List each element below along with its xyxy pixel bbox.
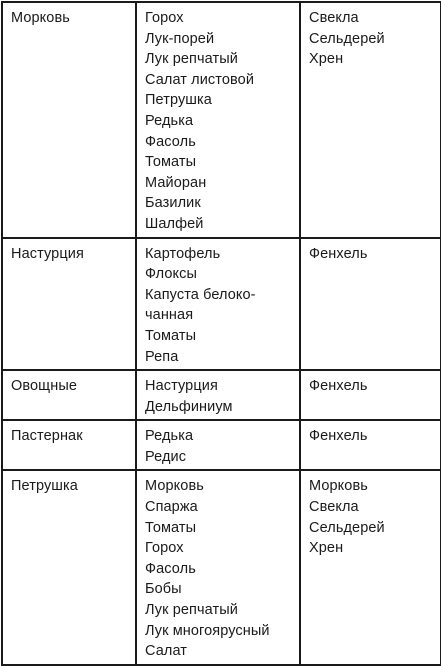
good-neighbor: Томаты <box>145 519 197 536</box>
good-neighbor: Лук репчатый <box>145 602 238 619</box>
good-neighbor: Капуста белоко- <box>145 286 256 303</box>
plant-name: Морковь <box>11 10 70 26</box>
good-neighbor: Фасоль <box>145 133 196 150</box>
good-neighbor: Салат листовой <box>145 71 255 88</box>
good-neighbor: Томаты <box>145 154 197 171</box>
bad-neighbor: Морковь <box>309 478 368 495</box>
good-neighbor: Спаржа <box>145 499 198 516</box>
plant-name: Петрушка <box>11 478 78 495</box>
table-row <box>2 420 441 470</box>
good-neighbor: Горох <box>145 10 184 26</box>
bad-neighbors-cell <box>300 238 441 371</box>
table-row <box>2 470 441 664</box>
good-neighbor: Картофель <box>145 245 221 262</box>
good-neighbor: Майоран <box>145 174 207 191</box>
good-neighbor: Фасоль <box>145 560 196 577</box>
plant-cell <box>2 2 136 238</box>
table-row <box>2 370 441 420</box>
good-neighbor: Редька <box>145 428 194 445</box>
plant-name: Пастернак <box>11 428 83 445</box>
good-neighbor: Редис <box>145 448 187 465</box>
table-row <box>2 2 441 238</box>
bad-neighbor: Сельдерей <box>309 519 385 536</box>
good-neighbor: Настурция <box>145 378 218 395</box>
good-neighbors-cell <box>136 2 300 238</box>
bad-neighbor: Фенхель <box>309 378 368 395</box>
table-body <box>2 2 441 665</box>
good-neighbor: Шалфей <box>145 215 204 232</box>
plant-name: Овощные <box>11 378 78 395</box>
good-neighbor: Флоксы <box>145 266 198 283</box>
plant-cell <box>2 470 136 664</box>
plant-cell <box>2 238 136 371</box>
good-neighbor: Лук-порей <box>145 30 215 47</box>
bad-neighbor: Свекла <box>309 10 359 26</box>
good-neighbors-cell <box>136 470 300 664</box>
good-neighbor: Лук многоярусный <box>145 622 270 639</box>
good-neighbor: чанная <box>145 307 194 324</box>
good-neighbors-cell <box>136 420 300 470</box>
table-row <box>2 238 441 371</box>
good-neighbor: Морковь <box>145 478 204 495</box>
bad-neighbors-cell <box>300 370 441 420</box>
good-neighbors-cell <box>136 238 300 371</box>
bad-neighbors-cell <box>300 420 441 470</box>
companion-plants-table <box>1 1 441 666</box>
good-neighbor: Горох <box>145 540 184 557</box>
bad-neighbor: Фенхель <box>309 428 368 445</box>
bad-neighbor: Сельдерей <box>309 30 385 47</box>
good-neighbor: Репа <box>145 348 179 365</box>
plant-cell <box>2 420 136 470</box>
good-neighbor: Томаты <box>145 327 197 344</box>
good-neighbor: Бобы <box>145 581 182 598</box>
bad-neighbor: Хрен <box>309 540 344 557</box>
plant-cell <box>2 370 136 420</box>
bad-neighbors-cell <box>300 2 441 238</box>
good-neighbor: Петрушка <box>145 92 212 109</box>
good-neighbor: Салат <box>145 643 188 660</box>
bad-neighbors-cell <box>300 470 441 664</box>
bad-neighbor: Хрен <box>309 51 344 68</box>
good-neighbor: Дельфиниум <box>145 398 233 415</box>
bad-neighbor: Свекла <box>309 499 359 516</box>
good-neighbor: Редька <box>145 112 194 129</box>
good-neighbors-cell <box>136 370 300 420</box>
bad-neighbor: Фенхель <box>309 245 368 262</box>
good-neighbor: Лук репчатый <box>145 51 238 68</box>
plant-name: Настурция <box>11 245 84 262</box>
good-neighbor: Базилик <box>145 195 201 212</box>
